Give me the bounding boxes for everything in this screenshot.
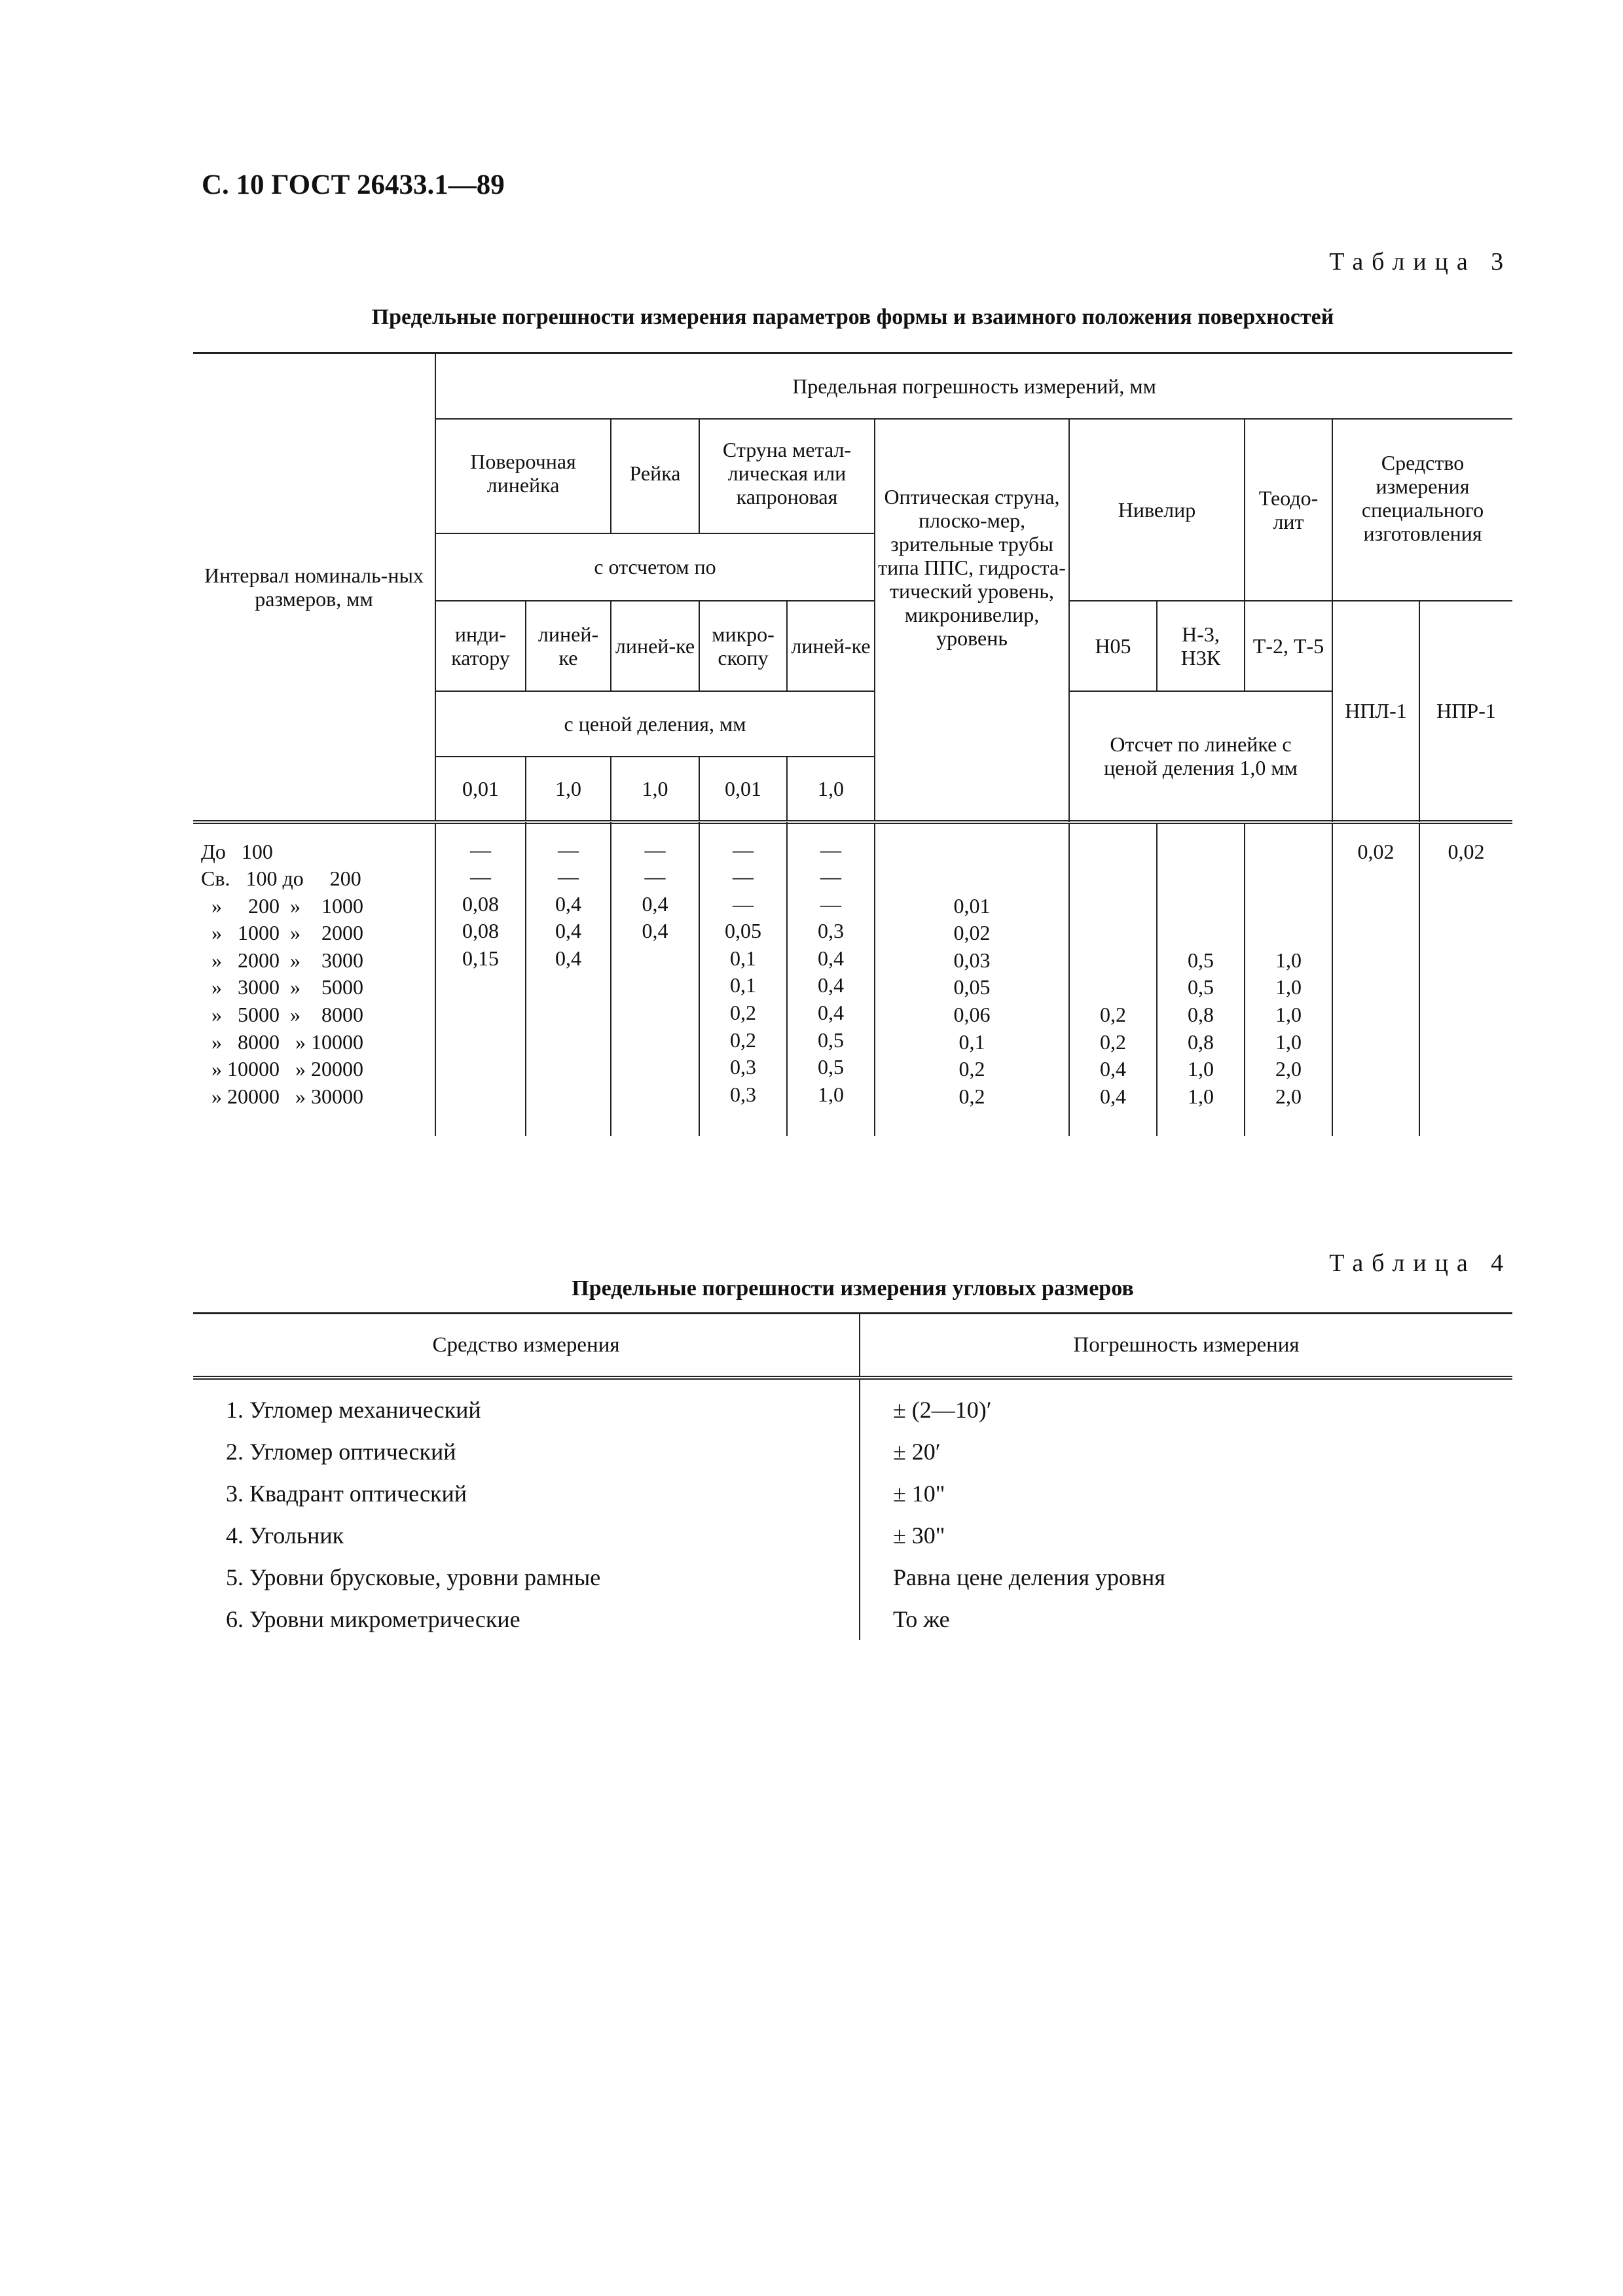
table-cell-value: 1,0 xyxy=(1188,1057,1214,1081)
table-cell-value: 0,08 xyxy=(462,919,499,943)
table-cell-value: — xyxy=(733,865,754,889)
means-cell: 6. Уровни микрометрические xyxy=(226,1606,520,1632)
table-cell-value: — xyxy=(558,865,579,889)
table-cell-value: 0,15 xyxy=(462,946,499,970)
table-cell-value: 0,1 xyxy=(730,973,756,997)
table-cell-value: 0,8 xyxy=(1188,1030,1214,1054)
table-cell-value: 0,4 xyxy=(555,891,581,916)
header-npl1: НПЛ-1 xyxy=(1332,601,1419,822)
table-cell-value: 0,2 xyxy=(1100,1030,1126,1054)
rail-column xyxy=(611,822,699,1136)
table-row xyxy=(193,1556,1512,1598)
table-cell-value xyxy=(1246,893,1331,920)
table-cell-value: 0,5 xyxy=(1188,975,1214,999)
table-cell-value xyxy=(1158,865,1243,893)
error-cell: ± (2—10)′ xyxy=(860,1378,1512,1431)
header-optical-string: Оптическая струна, плоско-мер, зрительные трубы типа ППС, гидроста-тический уровень, микронивелир, уровень xyxy=(875,419,1069,822)
table-cell-value: » 20000 » 30000 xyxy=(201,1084,363,1108)
error-cell: ± 30" xyxy=(860,1515,1512,1556)
table-cell-value: 0,03 xyxy=(953,948,991,972)
table-cell-value: 0,08 xyxy=(462,891,499,916)
table-cell-value: 0,3 xyxy=(730,1055,756,1079)
table-cell-value: — xyxy=(820,837,841,861)
table-cell-value: 0,4 xyxy=(818,973,844,997)
table-cell-value: 0,2 xyxy=(1100,1003,1126,1027)
header-ruler-1: линей-ке xyxy=(526,601,611,691)
header-interval: Интервал номиналь-ных размеров, мм xyxy=(193,353,435,822)
table-row xyxy=(193,1378,1512,1431)
table-cell-value: 0,1 xyxy=(958,1030,985,1054)
t2-column xyxy=(1245,822,1332,1136)
table3 xyxy=(193,352,1512,1136)
table-row xyxy=(193,1473,1512,1515)
header-string: Струна метал-лическая или капроновая xyxy=(699,419,875,533)
table-cell-value: — xyxy=(644,837,666,861)
table-cell-value: 0,4 xyxy=(555,946,581,970)
header-level: Нивелир xyxy=(1069,419,1245,601)
table-cell-value xyxy=(876,865,1068,893)
header-error: Предельная погрешность измерений, мм xyxy=(435,353,1512,419)
header-n3: Н-3, Н3К xyxy=(1157,601,1245,691)
table-cell-value: 0,2 xyxy=(958,1057,985,1081)
division-value: 1,0 xyxy=(611,757,699,822)
table-cell-value: — xyxy=(644,865,666,889)
table-cell-value: 0,05 xyxy=(725,919,761,943)
table-cell-value: 0,4 xyxy=(1100,1084,1126,1108)
header-theodolite: Теодо-лит xyxy=(1245,419,1332,601)
header-readout-ruler: Отсчет по линейке с ценой деления 1,0 мм xyxy=(1069,691,1332,822)
table-cell-value: 0,5 xyxy=(818,1055,844,1079)
table-cell-value: » 200 » 1000 xyxy=(201,893,363,918)
microscope-column xyxy=(699,822,787,1136)
table-cell-value: — xyxy=(470,865,491,889)
table-cell-value: 0,5 xyxy=(818,1028,844,1052)
table-cell-value: — xyxy=(470,837,491,861)
header-indicator: инди-катору xyxy=(435,601,526,691)
table-cell-value xyxy=(1070,947,1156,975)
means-cell: 2. Угломер оптический xyxy=(226,1439,456,1465)
header-npr1: НПР-1 xyxy=(1419,601,1512,822)
header-means: Средство измерения xyxy=(193,1314,860,1378)
table-cell-value: 1,0 xyxy=(1188,1084,1214,1108)
table-cell-value: 2,0 xyxy=(1275,1057,1302,1081)
table3-title: Предельные погрешности измерения параметров формы и взаимного положения поверхностей xyxy=(371,305,1334,329)
table-cell-value: 0,2 xyxy=(958,1084,985,1108)
table-cell-value: 0,4 xyxy=(642,919,668,943)
table-cell-value: 0,5 xyxy=(1188,948,1214,972)
error-cell: Равна цене деления уровня xyxy=(860,1556,1512,1598)
table-cell-value: — xyxy=(558,837,579,861)
table-cell-value xyxy=(1158,838,1243,866)
table-cell-value: 0,2 xyxy=(730,1028,756,1052)
means-cell: 1. Угломер механический xyxy=(226,1397,481,1423)
means-cell: 4. Угольник xyxy=(226,1522,344,1549)
table4-title: Предельные погрешности измерения угловых размеров xyxy=(572,1276,1134,1300)
means-cell: 5. Уровни брусковые, уровни рамные xyxy=(226,1564,601,1590)
table-cell-value: 0,02 xyxy=(953,921,991,945)
table3-label: Таблица 3 xyxy=(1329,248,1512,276)
table-cell-value: До 100 xyxy=(201,839,273,863)
table-cell-value: 2,0 xyxy=(1275,1084,1302,1108)
table-cell-value: 1,0 xyxy=(1275,948,1302,972)
header-h05: Н05 xyxy=(1069,601,1157,691)
table-cell-value: — xyxy=(733,891,754,916)
npl1-column xyxy=(1332,822,1419,1136)
division-value: 1,0 xyxy=(526,757,611,822)
optical-column xyxy=(875,822,1069,1136)
table-cell-value xyxy=(1070,974,1156,1001)
ruler-1-column xyxy=(526,822,611,1136)
npr1-column xyxy=(1419,822,1512,1136)
table-cell-value xyxy=(1158,893,1243,920)
table-cell-value: 0,4 xyxy=(1100,1057,1126,1081)
table-cell-value: 0,8 xyxy=(1188,1003,1214,1027)
table-cell-value: 1,0 xyxy=(1275,975,1302,999)
page-header: С. 10 ГОСТ 26433.1—89 xyxy=(202,170,505,200)
n3-column xyxy=(1157,822,1245,1136)
table-cell-value xyxy=(1070,920,1156,947)
header-microscope: микро-скопу xyxy=(699,601,787,691)
table-cell-value: 0,3 xyxy=(818,919,844,943)
header-ruler-3: линей-ке xyxy=(787,601,875,691)
table-cell-value: » 1000 » 2000 xyxy=(201,921,363,945)
header-ruler-2: линей-ке xyxy=(611,601,699,691)
table-cell-value xyxy=(1070,893,1156,920)
table-cell-value: Св. 100 до 200 xyxy=(201,867,361,891)
table-cell-value: 0,1 xyxy=(730,946,756,970)
table-row xyxy=(193,1431,1512,1473)
header-readout: с отсчетом по xyxy=(435,533,875,601)
table-cell-value: 0,02 xyxy=(1357,839,1395,863)
table-cell-value: 0,06 xyxy=(953,1003,991,1027)
table-cell-value: 0,2 xyxy=(730,1001,756,1025)
ruler-3-column xyxy=(787,822,875,1136)
table-cell-value: » 3000 » 5000 xyxy=(201,975,363,999)
table-cell-value: 0,4 xyxy=(555,919,581,943)
table-cell-value: 1,0 xyxy=(1275,1030,1302,1054)
table-cell-value: 0,4 xyxy=(818,946,844,970)
table-cell-value xyxy=(1246,920,1331,947)
table-cell-value: » 10000 » 20000 xyxy=(201,1057,363,1081)
table-cell-value: — xyxy=(820,891,841,916)
error-cell: То же xyxy=(860,1598,1512,1640)
table-cell-value: 0,05 xyxy=(953,975,991,999)
header-rail: Рейка xyxy=(611,419,699,533)
header-special-means: Средство измерения специального изготовления xyxy=(1332,419,1512,601)
table-cell-value: » 5000 » 8000 xyxy=(201,1003,363,1027)
means-cell: 3. Квадрант оптический xyxy=(226,1480,467,1507)
header-t2: Т-2, Т-5 xyxy=(1245,601,1332,691)
table-cell-value: 1,0 xyxy=(818,1082,844,1106)
interval-column xyxy=(193,822,435,1136)
table4-label: Таблица 4 xyxy=(1329,1249,1512,1277)
table-row xyxy=(193,1598,1512,1640)
table-cell-value xyxy=(876,838,1068,866)
table-cell-value: 1,0 xyxy=(1275,1003,1302,1027)
table-cell-value: 0,4 xyxy=(818,1001,844,1025)
table-cell-value: 0,3 xyxy=(730,1082,756,1106)
indicator-column xyxy=(435,822,526,1136)
table-cell-value: — xyxy=(820,865,841,889)
table-cell-value: — xyxy=(733,837,754,861)
header-error: Погрешность измерения xyxy=(860,1314,1512,1378)
table-cell-value xyxy=(1070,865,1156,893)
table-cell-value xyxy=(1246,838,1331,866)
table-cell-value: » 8000 » 10000 xyxy=(201,1030,363,1054)
header-verification-ruler: Поверочная линейка xyxy=(435,419,611,533)
division-value: 1,0 xyxy=(787,757,875,822)
division-value: 0,01 xyxy=(435,757,526,822)
error-cell: ± 10" xyxy=(860,1473,1512,1515)
table-cell-value xyxy=(1158,920,1243,947)
table-cell-value: 0,4 xyxy=(642,891,668,916)
division-value: 0,01 xyxy=(699,757,787,822)
table-cell-value: 0,01 xyxy=(953,893,991,918)
table-cell-value xyxy=(1070,838,1156,866)
table-cell-value: » 2000 » 3000 xyxy=(201,948,363,972)
table-row xyxy=(193,1515,1512,1556)
header-division: с ценой деления, мм xyxy=(435,691,875,757)
table-cell-value xyxy=(1246,865,1331,893)
table-cell-value: 0,02 xyxy=(1448,839,1485,863)
table4 xyxy=(193,1312,1512,1640)
error-cell: ± 20′ xyxy=(860,1431,1512,1473)
h05-column xyxy=(1069,822,1157,1136)
